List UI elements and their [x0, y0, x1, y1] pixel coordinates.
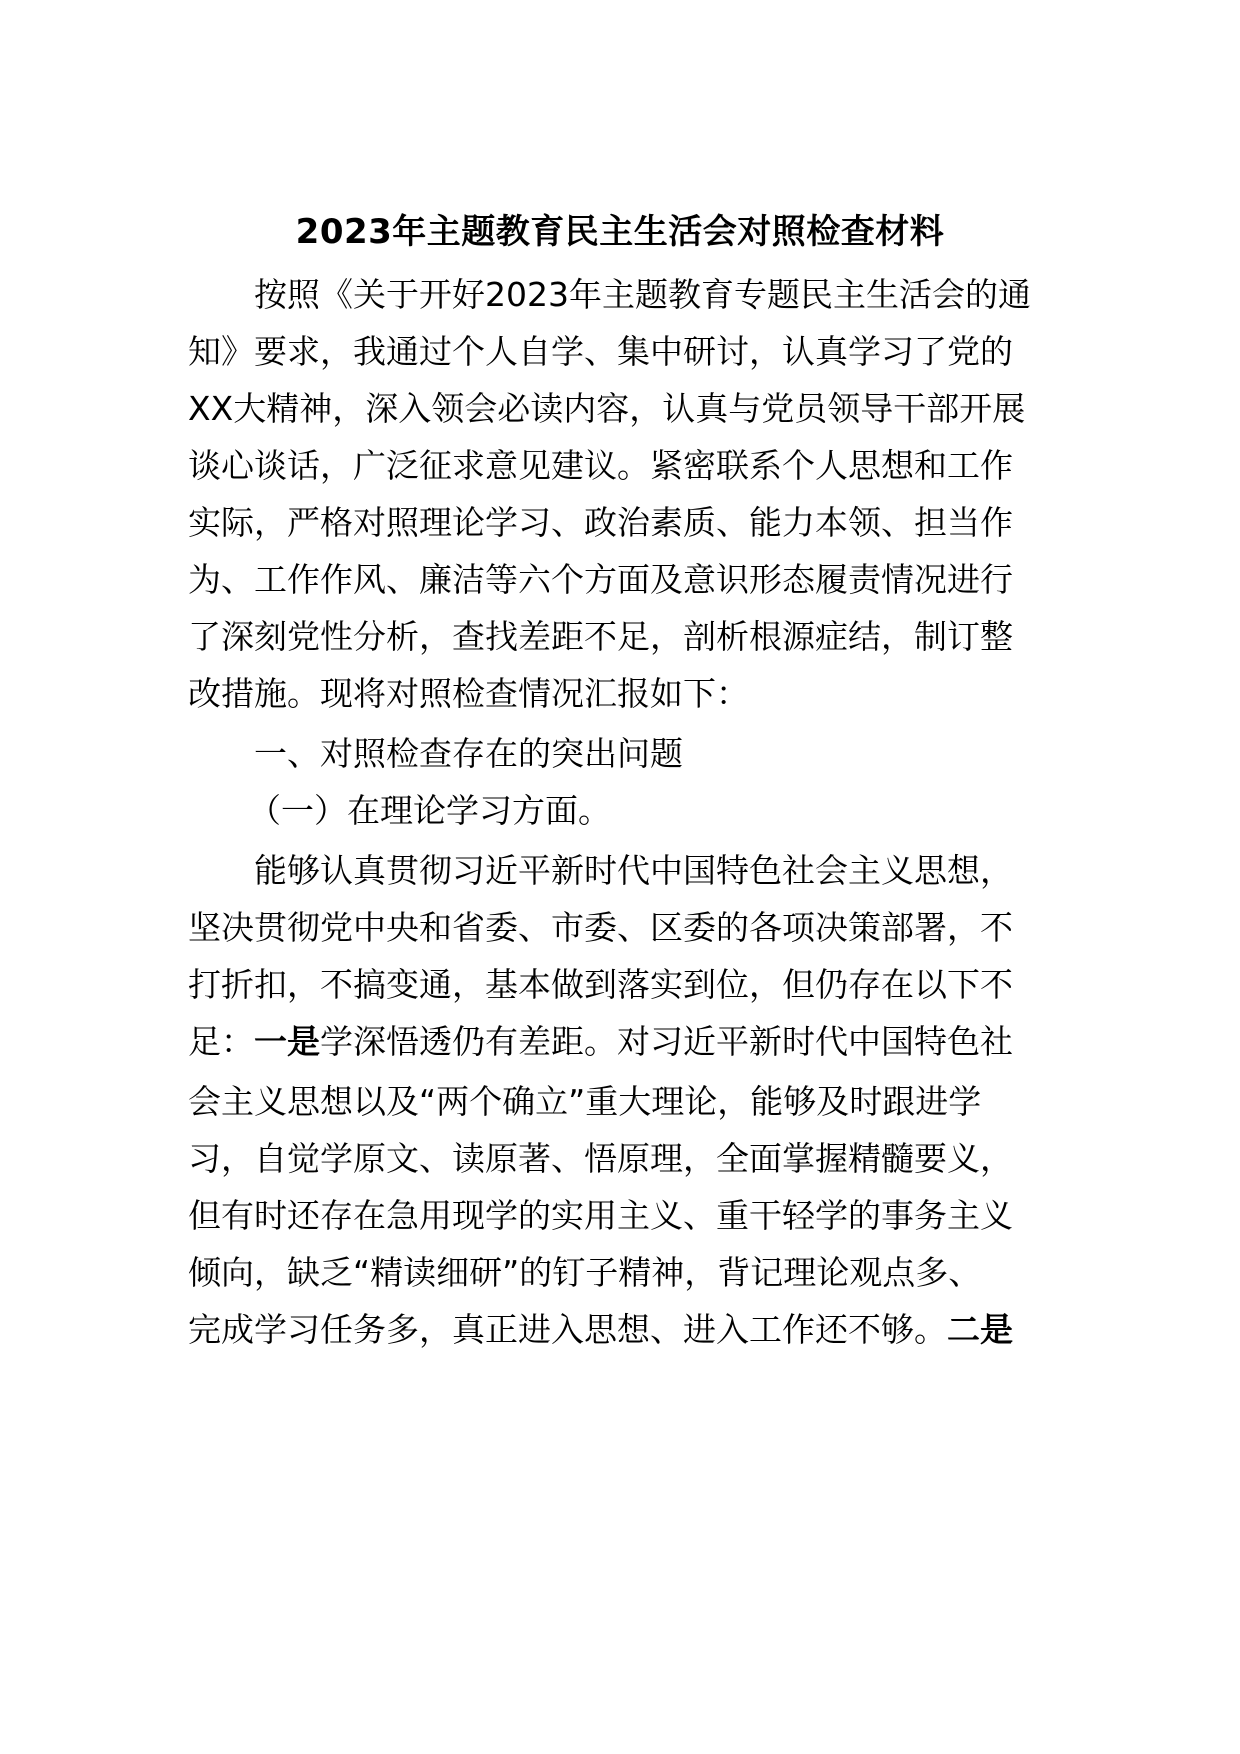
body-line: 能够认真贯彻习近平新时代中国特色社会主义思想， [254, 851, 1013, 890]
body-text: 足： [188, 1022, 254, 1061]
intro-line: 为、工作作风、廉洁等六个方面及意识形态履责情况进行 [188, 560, 1013, 599]
body-line-second-point [188, 1305, 1013, 1355]
intro-line: 知》要求，我通过个人自学、集中研讨，认真学习了党的 [188, 332, 1013, 371]
subsection-heading: （一）在理论学习方面。 [248, 791, 611, 830]
body-line: 但有时还存在急用现学的实用主义、重干轻学的事务主义 [188, 1196, 1013, 1235]
body-text: 学深悟透仍有差距。对习近平新时代中国特色社 [320, 1022, 1013, 1061]
body-line: 坚决贯彻党中央和省委、市委、区委的各项决策部署，不 [188, 908, 1013, 947]
point-marker-second: 二是 [947, 1310, 1013, 1349]
body-line: 倾向，缺乏“精读细研”的钉子精神，背记理论观点多、 [188, 1253, 982, 1292]
body-line: 习，自觉学原文、读原著、悟原理，全面掌握精髓要义， [188, 1139, 1013, 1178]
intro-line: 实际，严格对照理论学习、政治素质、能力本领、担当作 [188, 503, 1013, 542]
intro-line: XX大精神，深入领会必读内容，认真与党员领导干部开展 [188, 389, 1026, 428]
document-title: 2023年主题教育民主生活会对照检查材料 [295, 212, 945, 252]
intro-line: 谈心谈话，广泛征求意见建议。紧密联系个人思想和工作 [188, 446, 1013, 485]
intro-line: 按照《关于开好2023年主题教育专题民主生活会的通 [254, 275, 1031, 314]
body-line: 打折扣，不搞变通，基本做到落实到位，但仍存在以下不 [188, 965, 1013, 1004]
body-line: 会主义思想以及“两个确立”重大理论，能够及时跟进学 [188, 1082, 982, 1121]
body-text: 完成学习任务多，真正进入思想、进入工作还不够。 [188, 1310, 947, 1349]
point-marker-first: 一是 [254, 1022, 320, 1061]
intro-line: 改措施。现将对照检查情况汇报如下： [188, 674, 749, 713]
intro-line: 了深刻党性分析，查找差距不足，剖析根源症结，制订整 [188, 617, 1013, 656]
section-heading: 一、对照检查存在的突出问题 [254, 734, 683, 773]
body-line-first-point [188, 1017, 1013, 1067]
